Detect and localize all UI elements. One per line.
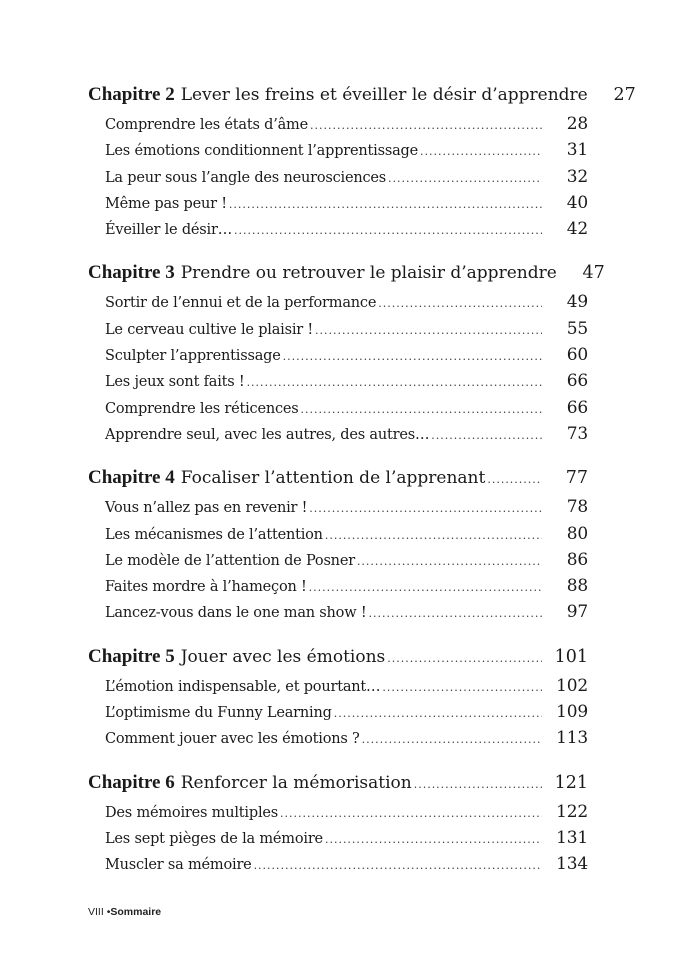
section-entry[interactable] xyxy=(88,854,588,880)
dot-leader xyxy=(309,502,542,515)
chapter-label: Chapitre 3 xyxy=(88,262,175,284)
section-title: L’optimisme du Funny Learning xyxy=(105,705,332,722)
section-title: Éveiller le désir… xyxy=(105,222,232,239)
section-entry[interactable] xyxy=(88,345,588,371)
chapter-block xyxy=(88,772,588,881)
chapter-entry[interactable] xyxy=(88,772,588,802)
dot-leader xyxy=(325,833,542,846)
dot-leader xyxy=(309,581,542,594)
section-title: Comment jouer avec les émotions ? xyxy=(105,731,360,748)
footer-section-title: Sommaire xyxy=(110,906,162,918)
table-of-contents xyxy=(88,84,636,898)
dot-leader xyxy=(382,681,542,694)
chapter-page-number: 47 xyxy=(582,263,605,284)
chapter-label: Chapitre 6 xyxy=(88,771,175,793)
section-entry[interactable] xyxy=(88,550,588,576)
section-entry[interactable] xyxy=(88,802,588,828)
section-entry[interactable] xyxy=(88,576,588,602)
section-page-number: 40 xyxy=(566,192,588,213)
section-entry[interactable] xyxy=(88,728,588,754)
section-page-number: 49 xyxy=(566,292,588,313)
section-title: Sculpter l’apprentissage xyxy=(105,348,281,365)
chapter-page-number: 101 xyxy=(554,646,588,667)
section-entry[interactable] xyxy=(88,524,588,550)
section-page-number: 97 xyxy=(566,602,588,623)
section-title: Vous n’allez pas en revenir ! xyxy=(105,500,308,517)
section-page-number: 102 xyxy=(556,675,588,696)
section-entry[interactable] xyxy=(88,424,588,450)
section-entry[interactable] xyxy=(88,114,588,140)
section-title: Lancez-vous dans le one man show ! xyxy=(105,605,367,622)
chapter-entry[interactable] xyxy=(88,84,636,114)
dot-leader xyxy=(368,607,542,620)
dot-leader xyxy=(234,224,542,237)
section-page-number: 80 xyxy=(566,523,588,544)
section-entry[interactable] xyxy=(88,319,588,345)
section-title: Les émotions conditionnent l’apprentissage xyxy=(105,143,419,160)
section-title: Les jeux sont faits ! xyxy=(105,374,245,391)
chapter-title: Lever les freins et éveiller le désir d’apprendre xyxy=(180,85,588,105)
section-entry[interactable] xyxy=(88,398,588,424)
dot-leader xyxy=(334,707,542,720)
section-page-number: 73 xyxy=(566,423,588,444)
section-title: Le modèle de l’attention de Posner xyxy=(105,552,355,569)
dot-leader xyxy=(357,555,542,568)
section-page-number: 109 xyxy=(556,702,588,723)
section-page-number: 60 xyxy=(566,345,588,366)
section-entry[interactable] xyxy=(88,193,588,219)
chapter-page-number: 77 xyxy=(565,468,588,489)
dot-leader xyxy=(315,324,542,337)
chapter-list xyxy=(88,84,636,881)
section-page-number: 113 xyxy=(556,728,588,749)
dot-leader xyxy=(280,807,542,820)
chapter-label: Chapitre 4 xyxy=(88,467,175,489)
dot-leader xyxy=(414,778,542,791)
section-entry[interactable] xyxy=(88,602,588,628)
section-page-number: 66 xyxy=(566,371,588,392)
chapter-label: Chapitre 2 xyxy=(88,84,175,105)
chapter-entry[interactable] xyxy=(88,646,588,676)
chapter-block xyxy=(88,84,636,245)
dot-leader xyxy=(378,297,542,310)
dot-leader xyxy=(487,473,542,486)
dot-leader xyxy=(229,198,542,211)
chapter-page-number: 27 xyxy=(613,85,636,105)
section-page-number: 86 xyxy=(566,549,588,570)
dot-leader xyxy=(310,119,542,132)
section-title: Même pas peur ! xyxy=(105,195,227,212)
section-entry[interactable] xyxy=(88,167,588,193)
footer-page-number: VIII xyxy=(88,906,104,918)
section-page-number: 32 xyxy=(566,166,588,187)
chapter-title: Renforcer la mémorisation xyxy=(180,772,412,793)
section-page-number: 88 xyxy=(566,576,588,597)
dot-leader xyxy=(301,403,542,416)
section-entry[interactable] xyxy=(88,371,588,397)
chapter-page-number: 121 xyxy=(554,772,588,793)
section-page-number: 134 xyxy=(556,854,588,875)
dot-leader xyxy=(325,529,542,542)
chapter-block xyxy=(88,646,588,755)
section-title: La peur sous l’angle des neurosciences xyxy=(105,169,387,186)
dot-leader xyxy=(388,172,542,185)
chapter-title: Jouer avec les émotions xyxy=(180,646,386,667)
dot-leader xyxy=(387,652,542,665)
chapter-block xyxy=(88,262,605,450)
section-title: Les mécanismes de l’attention xyxy=(105,526,323,543)
chapter-entry[interactable] xyxy=(88,262,605,292)
dot-leader xyxy=(283,350,542,363)
chapter-label: Chapitre 5 xyxy=(88,645,175,667)
section-page-number: 55 xyxy=(566,318,588,339)
section-entry[interactable] xyxy=(88,140,588,166)
section-entry[interactable] xyxy=(88,497,588,523)
section-title: Comprendre les états d’âme xyxy=(105,117,308,133)
section-entry[interactable] xyxy=(88,676,588,702)
section-title: L’émotion indispensable, et pourtant… xyxy=(105,678,381,695)
section-title: Des mémoires multiples xyxy=(105,804,278,821)
section-entry[interactable] xyxy=(88,292,588,318)
section-page-number: 28 xyxy=(566,114,588,134)
chapter-title: Prendre ou retrouver le plaisir d’apprendre xyxy=(180,263,557,284)
dot-leader xyxy=(420,145,542,158)
section-page-number: 66 xyxy=(566,397,588,418)
section-page-number: 122 xyxy=(556,801,588,822)
section-page-number: 42 xyxy=(566,219,588,240)
chapter-block xyxy=(88,467,588,628)
section-title: Apprendre seul, avec les autres, des autres… xyxy=(105,426,430,443)
dot-leader xyxy=(431,429,542,442)
section-title: Les sept pièges de la mémoire xyxy=(105,830,323,847)
section-title: Le cerveau cultive le plaisir ! xyxy=(105,321,314,338)
section-entry[interactable] xyxy=(88,828,588,854)
section-entry[interactable] xyxy=(88,702,588,728)
dot-leader xyxy=(254,859,542,872)
section-page-number: 78 xyxy=(566,497,588,518)
section-entry[interactable] xyxy=(88,219,588,245)
footer-separator: • xyxy=(106,906,111,918)
chapter-title: Focaliser l’attention de l’apprenant xyxy=(180,468,486,489)
section-title: Faites mordre à l’hameçon ! xyxy=(105,579,307,596)
page-footer xyxy=(88,906,161,918)
section-title: Comprendre les réticences xyxy=(105,400,299,417)
dot-leader xyxy=(247,376,542,389)
chapter-entry[interactable] xyxy=(88,467,588,497)
section-title: Sortir de l’ennui et de la performance xyxy=(105,295,377,312)
dot-leader xyxy=(362,733,542,746)
section-page-number: 31 xyxy=(566,140,588,161)
section-title: Muscler sa mémoire xyxy=(105,857,252,874)
section-page-number: 131 xyxy=(556,827,588,848)
